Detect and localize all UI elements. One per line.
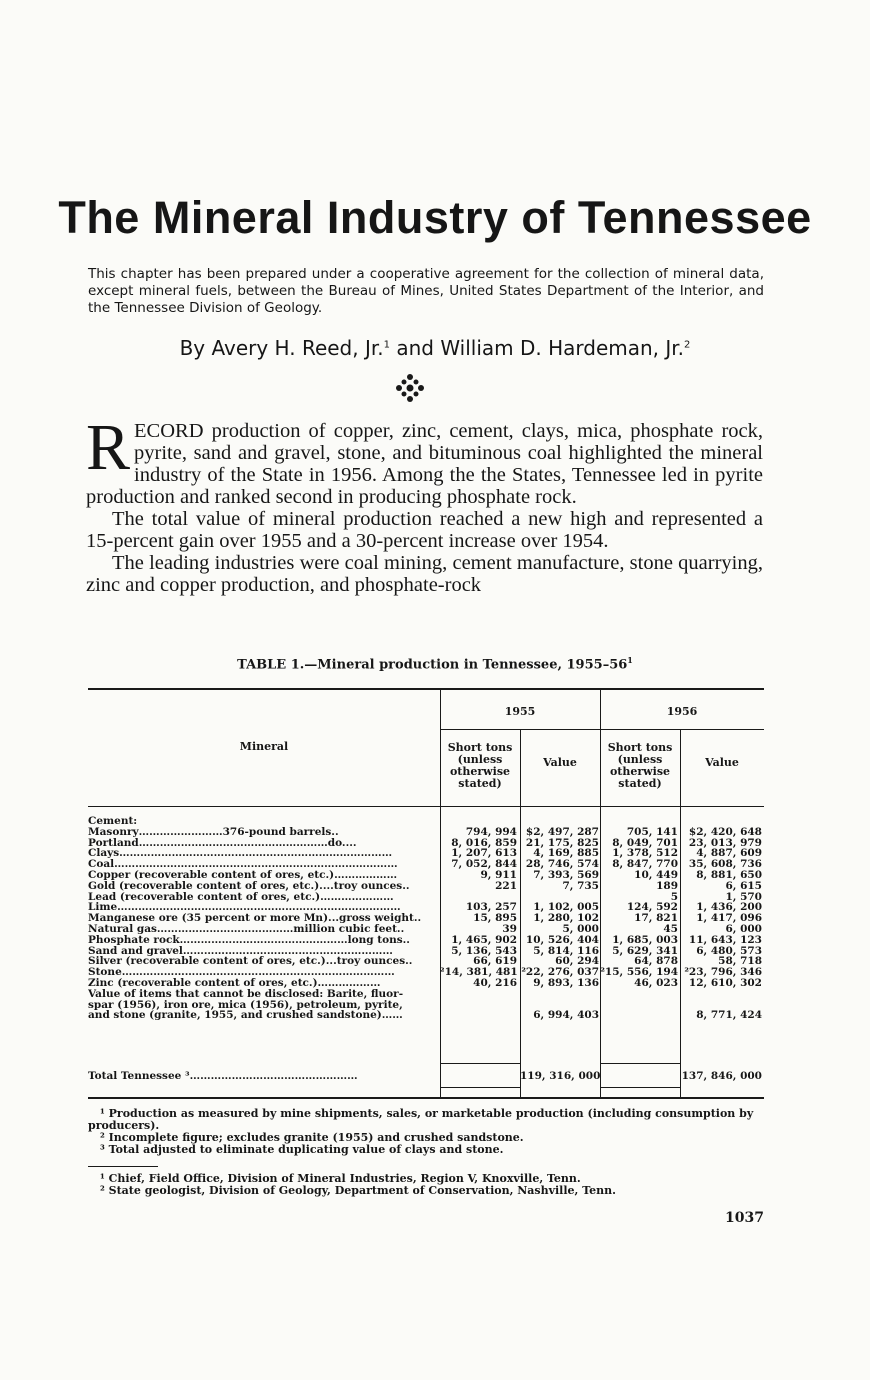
row-value-1955: 6, 994, 403: [533, 1009, 599, 1022]
row-qty-1956: 1, 685, 003: [612, 933, 678, 946]
row-label: spar (1956), iron ore, mica (1956), petroleum, pyrite,: [88, 999, 403, 1011]
header-qty-1955: [440, 742, 520, 790]
row-qty-1955: 39: [502, 922, 517, 935]
row-qty-1956: 8, 847, 770: [612, 858, 678, 871]
row-qty-1956: 64, 878: [634, 955, 678, 968]
table-row: [88, 1000, 764, 1011]
row-qty-1955: 7, 052, 844: [451, 858, 517, 871]
row-label: Stone……………………………………………………………………: [88, 967, 395, 978]
row-value-1956: 8, 771, 424: [696, 1009, 762, 1022]
table-row-total: [88, 1071, 764, 1082]
author-2: and William D. Hardeman, Jr.: [389, 336, 685, 360]
body-text: [86, 411, 763, 596]
row-value-1956: 6, 615: [725, 879, 762, 892]
header-year-1956: 1956: [666, 705, 698, 718]
header-value-1955: Value: [543, 756, 577, 769]
header-mineral: Mineral: [239, 740, 289, 753]
ornament-icon: [395, 373, 425, 403]
row-qty-1955: 103, 257: [465, 901, 517, 914]
row-label: Cement:: [88, 816, 138, 827]
row-value-1955: 9, 893, 136: [533, 976, 599, 989]
row-value-1955: 5, 000: [562, 922, 599, 935]
row-label: Value of items that cannot be disclosed: Barite, fluor-: [88, 988, 404, 1000]
header-qty-line: stated): [458, 777, 502, 790]
table-footnotes: [88, 1108, 764, 1156]
table-row: [88, 881, 764, 892]
row-value-1956: 1, 570: [725, 890, 762, 903]
table-row: [88, 989, 764, 1000]
row-value-1956: 6, 480, 573: [696, 944, 762, 957]
chapter-intro: This chapter has been prepared under a cooperative agreement for the collection of mineral data, except mineral fuels, between the Bureau of Mines, United States Department of the Interior, and the Tennessee Division of Geology.: [88, 266, 764, 316]
page-title: The Mineral Industry of Tennessee: [58, 192, 812, 243]
row-value-1956: 12, 610, 302: [688, 976, 762, 989]
row-value-1955: 4, 169, 885: [533, 847, 599, 860]
header-qty-line: otherwise: [449, 765, 511, 778]
byline: [0, 336, 870, 360]
header-qty-line: (unless: [617, 753, 663, 766]
header-qty-line: Short tons: [607, 741, 673, 754]
row-value-1956: 11, 643, 123: [688, 933, 762, 946]
paragraph-2: The total value of mineral production reached a new high and represented a 15-percent gain over 1955 and a 30-percent increase over 1954.: [86, 508, 763, 552]
row-value-1955: $2, 497, 287: [525, 825, 599, 838]
row-value-1956: 6, 000: [725, 922, 762, 935]
row-value-1955: 7, 735: [562, 879, 599, 892]
row-label: and stone (granite, 1955, and crushed sandstone)……: [88, 1010, 403, 1022]
row-value-1956: 23, 013, 979: [688, 836, 762, 849]
table-bottom-rule: [88, 1097, 764, 1099]
header-value-1956: Value: [705, 756, 739, 769]
author-2-footnote-ref: 2: [684, 339, 691, 351]
row-label: Copper (recoverable content of ores, etc.)………………: [88, 869, 398, 881]
row-value-1955: 5, 814, 116: [533, 944, 599, 957]
row-value-1955: 10, 526, 404: [525, 933, 599, 946]
row-value-1955: 1, 102, 005: [533, 901, 599, 914]
row-qty-1956: 8, 049, 701: [612, 836, 678, 849]
row-qty-1956: 1, 378, 512: [612, 847, 678, 860]
row-label: Lime………………………………………………………………………: [88, 902, 401, 914]
header-qty-line: Short tons: [447, 741, 513, 754]
row-qty-1956: 189: [656, 879, 678, 892]
row-value-1955: 28, 746, 574: [525, 858, 599, 871]
total-top-rule-2: [600, 1063, 680, 1064]
row-qty-1956: 124, 592: [626, 901, 678, 914]
row-qty-1956: 46, 023: [634, 976, 678, 989]
row-value-1956: ²23, 796, 346: [684, 966, 762, 979]
row-value-1956: 8, 881, 650: [696, 868, 762, 881]
total-bottom-rule-2: [600, 1087, 680, 1088]
row-qty-1955: 5, 136, 543: [451, 944, 517, 957]
row-value-1955: ²22, 276, 037: [521, 966, 599, 979]
row-label: Gold (recoverable content of ores, etc.)....troy ounces..: [88, 880, 410, 892]
author-1: By Avery H. Reed, Jr.: [179, 336, 384, 360]
row-value-1955: 1, 280, 102: [533, 912, 599, 925]
row-label: Sand and gravel……………………………………………………: [88, 945, 393, 957]
year-rule: [440, 729, 764, 730]
footnote-separator: [88, 1166, 158, 1167]
row-qty-1956: 5: [670, 890, 678, 903]
total-value-1955: 119, 316, 000: [520, 1070, 601, 1082]
row-qty-1956: 17, 821: [634, 912, 678, 925]
row-label: Lead (recoverable content of ores, etc.)…………………: [88, 891, 394, 903]
row-label: Silver (recoverable content of ores, etc.)...troy ounces..: [88, 956, 413, 968]
row-label: Coal………………………………………………………………………: [88, 859, 398, 870]
author-1-footnote-ref: 1: [383, 339, 390, 351]
row-qty-1955: ²14, 381, 481: [440, 966, 518, 979]
row-label: Portland………………………………………………do....: [88, 837, 357, 849]
row-qty-1955: 9, 911: [480, 868, 517, 881]
paragraph-1: [86, 411, 763, 508]
row-qty-1955: 1, 465, 902: [451, 933, 517, 946]
row-value-1956: 35, 608, 736: [688, 858, 762, 871]
table-title-text: TABLE 1.—Mineral production in Tennessee, 1955–56: [237, 657, 628, 673]
page-number: 1037: [725, 1210, 764, 1226]
row-qty-1956: 705, 141: [626, 825, 678, 838]
row-qty-1955: 15, 895: [473, 912, 517, 925]
row-value-1955: 7, 393, 569: [533, 868, 599, 881]
row-label: Manganese ore (35 percent or more Mn)...gross weight..: [88, 913, 422, 924]
header-qty-1956: [600, 742, 680, 790]
header-qty-line: stated): [618, 777, 662, 790]
row-value-1956: 58, 718: [718, 955, 762, 968]
row-qty-1955: 40, 216: [473, 976, 517, 989]
table-body: [88, 816, 764, 1021]
row-value-1956: 4, 887, 609: [696, 847, 762, 860]
table-footnote: ¹ Production as measured by mine shipments, sales, or marketable production (including consumption by producers).: [88, 1107, 754, 1132]
total-top-rule-1: [440, 1063, 520, 1064]
table-title-footnote-ref: 1: [627, 655, 633, 665]
table-footnote: ² Incomplete figure; excludes granite (1955) and crushed sandstone.: [100, 1131, 524, 1144]
row-value-1955: 60, 294: [555, 955, 599, 968]
header-qty-line: otherwise: [609, 765, 671, 778]
table-total: [88, 1071, 764, 1082]
table-row: [88, 978, 764, 989]
row-qty-1955: 8, 016, 859: [451, 836, 517, 849]
row-qty-1956: ²15, 556, 194: [600, 966, 678, 979]
row-qty-1956: 45: [663, 922, 678, 935]
total-bottom-rule-1: [440, 1087, 520, 1088]
row-value-1956: 1, 417, 096: [696, 912, 762, 925]
author-footnote: ² State geologist, Division of Geology, Department of Conservation, Nashville, Tenn.: [100, 1184, 616, 1197]
table-title: [0, 655, 870, 672]
author-footnotes: [88, 1173, 764, 1197]
row-qty-1955: 794, 994: [465, 825, 517, 838]
row-value-1955: 21, 175, 825: [525, 836, 599, 849]
row-value-1956: 1, 436, 200: [696, 901, 762, 914]
header-qty-line: (unless: [457, 753, 503, 766]
table-footnote: ³ Total adjusted to eliminate duplicating value of clays and stone.: [100, 1143, 504, 1156]
row-qty-1955: 1, 207, 613: [451, 847, 517, 860]
header-bottom-rule: [88, 806, 764, 807]
row-label: Clays……………………………………………………………………: [88, 848, 393, 860]
row-label: Phosphate rock…………………………………………long tons..: [88, 934, 410, 946]
row-label: Masonry……………………376-pound barrels..: [88, 826, 339, 838]
row-qty-1956: 5, 629, 341: [612, 944, 678, 957]
row-label: Zinc (recoverable content of ores, etc.)………………: [88, 977, 381, 989]
total-label: Total Tennessee ³…………………………………………: [88, 1071, 358, 1082]
row-qty-1955: 66, 619: [473, 955, 517, 968]
row-qty-1955: 221: [495, 879, 517, 892]
table-row: [88, 1010, 764, 1021]
table-top-rule: [88, 688, 764, 690]
row-label: Natural gas…………………………………million cubic feet..: [88, 923, 405, 935]
row-value-1956: $2, 420, 648: [688, 825, 762, 838]
drop-cap: R: [86, 411, 131, 484]
paragraph-3: The leading industries were coal mining, cement manufacture, stone quarrying, zinc and copper production, and phosphate-rock: [86, 552, 763, 596]
total-value-1956: 137, 846, 000: [681, 1070, 762, 1082]
author-footnote: ¹ Chief, Field Office, Division of Mineral Industries, Region V, Knoxville, Tenn.: [100, 1172, 581, 1185]
paragraph-1-text: ECORD production of copper, zinc, cement, clays, mica, phosphate rock, pyrite, sand and gravel, stone, and bituminous coal highlighted the mineral industry of the State in 1956. Among the the States, Tennessee led in pyrite production and ranked second in producing phosphate rock.: [86, 420, 763, 508]
table-row: [88, 827, 764, 838]
row-qty-1956: 10, 449: [634, 868, 678, 881]
table-row: [88, 935, 764, 946]
header-year-1955: 1955: [504, 705, 536, 718]
